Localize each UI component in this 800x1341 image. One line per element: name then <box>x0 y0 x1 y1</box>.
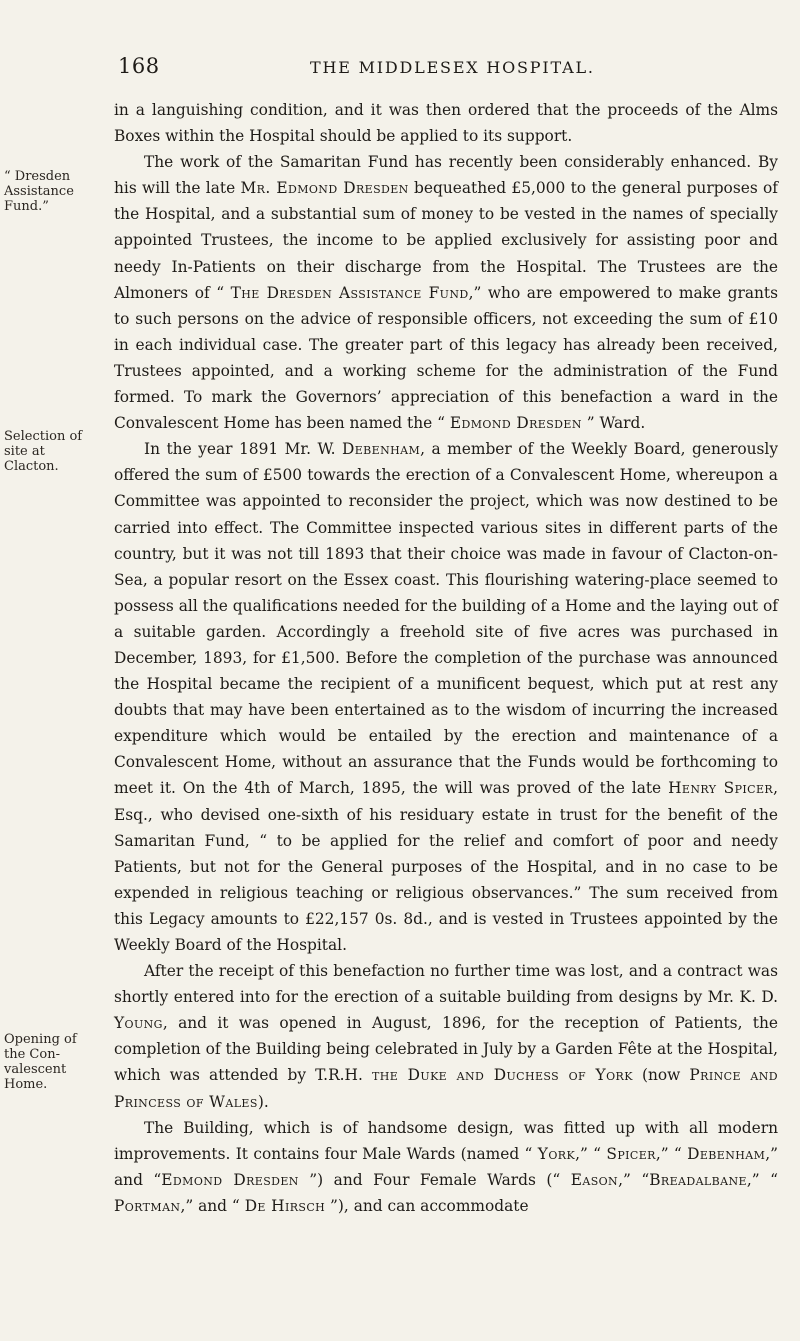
text-run: , and it was opened in August, 1896, for the reception of Patients, the completion of the Building being celebrated in July by a Garden Fête at the Hospital, which was attended by T.R.H. <box>114 1014 778 1085</box>
small-caps-name: The Dresden Assistance Fund <box>230 283 469 302</box>
small-caps-name: Young <box>114 1014 163 1033</box>
text-run: ,” “ <box>618 1170 650 1189</box>
margin-note-site-selection: Selection of site at Clacton. <box>4 429 83 474</box>
small-caps-name: Debenham <box>687 1144 766 1163</box>
text-run: ,” and “ <box>180 1196 245 1215</box>
paragraph <box>114 1115 778 1219</box>
paragraph <box>114 149 778 436</box>
text-run: in a languishing condition, and it was then ordered that the proceeds of the Alms Boxes within the Hospital should be applied to its support. <box>114 101 778 146</box>
running-head: THE MIDDLESEX HOSPITAL. <box>310 58 595 77</box>
margin-note-opening-home: Opening of the Con-valescent Home. <box>4 1032 77 1092</box>
small-caps-name: Debenham <box>342 440 421 459</box>
text-run: ,” “ <box>746 1170 779 1189</box>
text-run: ”) and Four Female Wards (“ <box>298 1170 571 1189</box>
text-run: (now <box>632 1066 690 1085</box>
small-caps-name: Edmond Dresden <box>161 1170 299 1189</box>
small-caps-name: Edmond Dresden <box>449 414 582 433</box>
text-run: ,” “ <box>655 1144 688 1163</box>
small-caps-name: Henry Spicer <box>668 779 774 798</box>
page-header <box>0 52 800 86</box>
text-run: , Esq., who devised one-sixth of his residuary estate in trust for the benefit of the Samaritan Fund, “ to be applied for the relief and comfort of poor and needy Patients, but not for the General purposes of the Hospital, and in no case to be expended in religious teaching or religious observances.” The sum received from this Legacy amounts to £22,157 0s. 8d., and is vested in Trustees appointed by the Weekly Board of the Hospital. <box>114 779 778 954</box>
paragraph <box>114 436 778 958</box>
page-number: 168 <box>118 54 160 78</box>
text-run: bequeathed £5,000 to the general purposes of the Hospital, and a substantial sum of money to be vested in the names of specially appointed Trustees, the income to be applied exclusively for assisting poor and needy In-Patients on their discharge from the Hospital. The Trustees are the Almoners of “ <box>114 179 779 302</box>
text-run: ). <box>257 1092 269 1111</box>
body-text <box>114 97 778 1219</box>
small-caps-name: Prince and Princess of Wales <box>114 1066 778 1111</box>
small-caps-name: Breadalbane <box>649 1170 747 1189</box>
margin-note-dresden-fund: “ Dresden Assistance Fund.” <box>4 169 74 214</box>
small-caps-name: De Hirsch <box>244 1196 326 1215</box>
small-caps-name: Spicer <box>606 1144 656 1163</box>
text-run: , a member of the Weekly Board, generously offered the sum of £500 towards the erection of a Convalescent Home, whereupon a Committee was appointed to reconsider the project, which was now destined to be carried into effect. The Committee inspected various sites in different parts of the country, but it was not till 1893 that their choice was made in favour of Clacton-on-Sea, a popular resort on the Essex coast. This flourishing watering-place seemed to possess all the qualifications needed for the building of a Home and the laying out of a suitable garden. Accordingly a freehold site of five acres was purchased in December, 1893, for £1,500. Before the completion of the purchase was announced the Hospital became the recipient of a munificent bequest, which put at rest any doubts that may have been entertained as to the wisdom of incurring the increased expenditure which would be entailed by the erection and maintenance of a Convalescent Home, without an assurance that the Funds would be forthcoming to meet it. On the 4th of March, 1895, the will was proved of the late <box>114 440 779 798</box>
text-run: The Building, which is of handsome design, was fitted up with all modern improvements. It contains four Male Wards (named “ <box>114 1118 778 1163</box>
text-run: In the year 1891 Mr. W. <box>144 440 342 459</box>
text-run: The work of the Samaritan Fund has recently been considerably enhanced. By his will the late <box>114 153 778 198</box>
small-caps-name: York <box>537 1144 576 1163</box>
text-run: ”), and can accommodate <box>325 1196 529 1215</box>
small-caps-name: the Duke and Duchess of York <box>371 1066 633 1085</box>
text-run: ,” and “ <box>114 1144 779 1189</box>
small-caps-name: Mr. Edmond Dresden <box>240 179 409 198</box>
small-caps-name: Eason <box>570 1170 619 1189</box>
paragraph <box>114 97 778 149</box>
text-run: ” Ward. <box>581 414 646 433</box>
text-run: After the receipt of this benefaction no further time was lost, and a contract was shortly entered into for the erection of a suitable building from designs by Mr. K. D. <box>114 962 778 1007</box>
text-run: ,” who are empowered to make grants to such persons on the advice of responsible officers, not exceeding the sum of £10 in each individual case. The greater part of this legacy has already been received, Trustees appointed, and a working scheme for the administration of the Fund formed. To mark the Governors’ appreciation of this benefaction a ward in the Convalescent Home has been named the “ <box>114 283 779 433</box>
text-run: ,” “ <box>575 1144 607 1163</box>
small-caps-name: Portman <box>114 1196 181 1215</box>
paragraph <box>114 958 778 1115</box>
